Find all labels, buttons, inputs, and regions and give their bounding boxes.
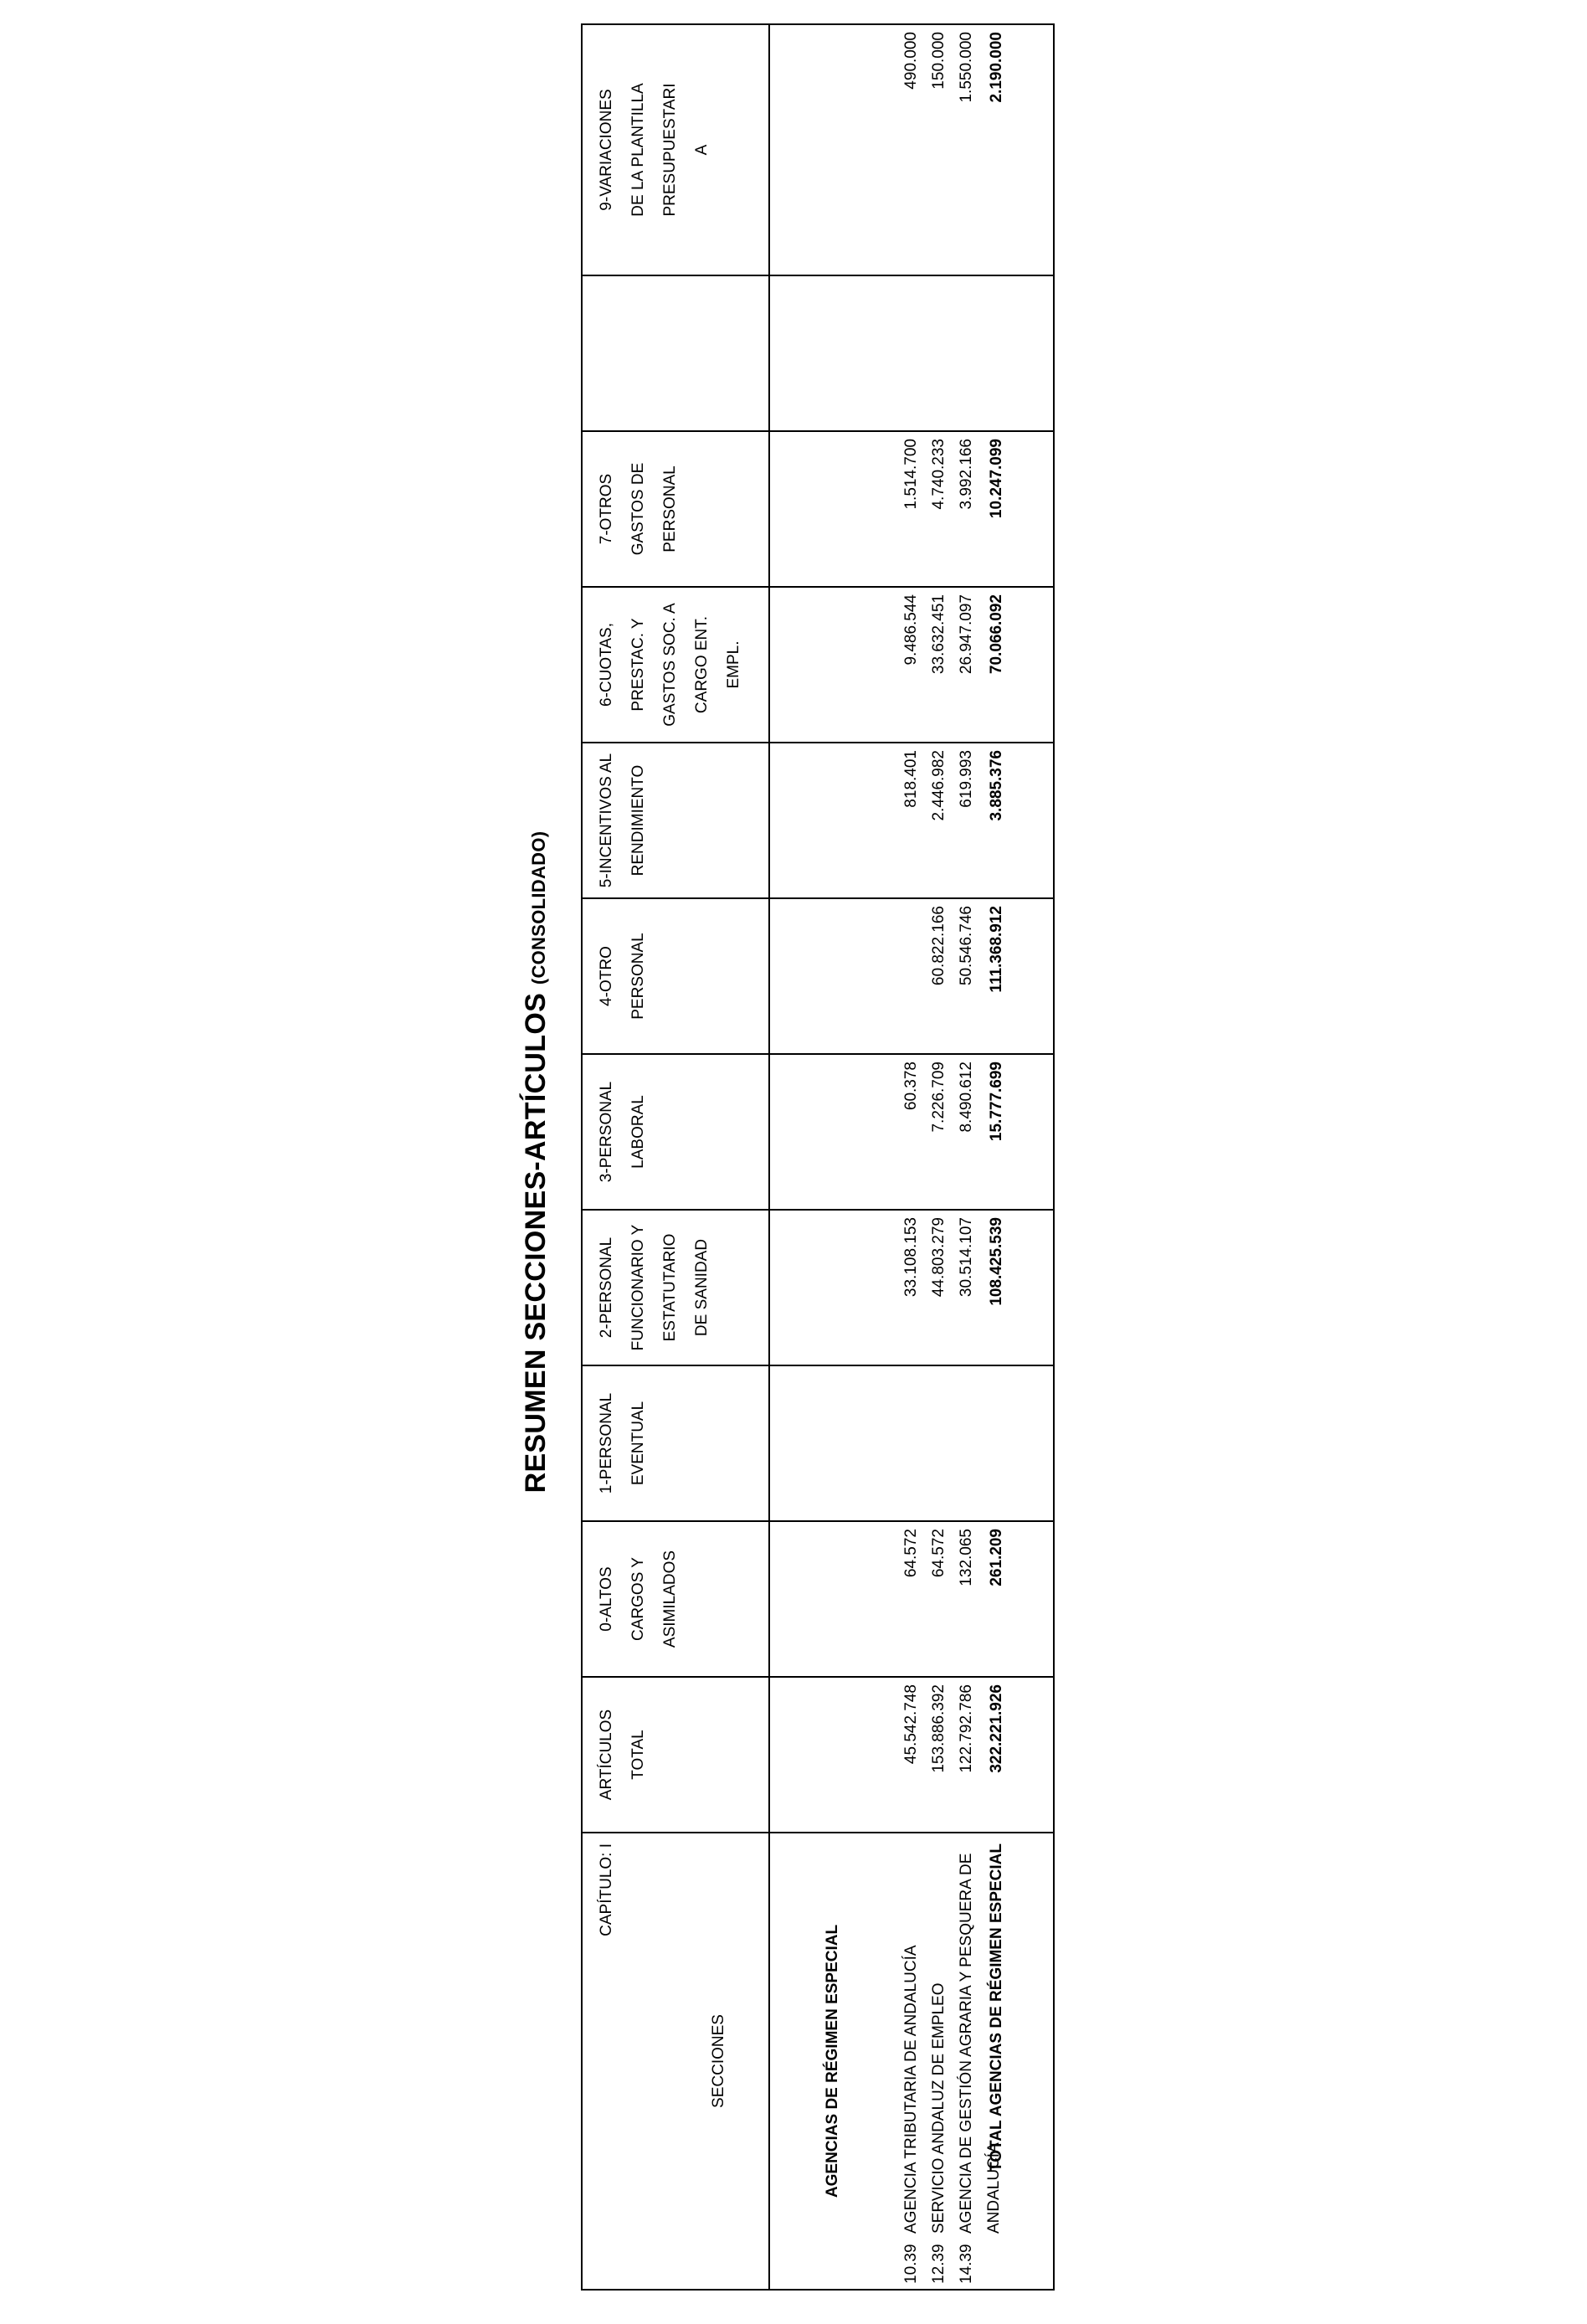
cell-value: 490.000 [902,32,920,90]
header-art9 [582,24,769,275]
value-list [897,906,980,985]
cell-value: 3.992.166 [958,439,975,510]
cell-value [953,1373,980,1377]
header-art5 [582,743,769,898]
column-header-line: FUNCIONARIO Y [629,1224,647,1351]
section-row [953,1854,980,2284]
cell-value: 60.378 [902,1062,920,1111]
cell-value: 818.401 [902,750,920,808]
title-main: RESUMEN SECCIONES-ARTÍCULOS [520,992,552,1494]
capitulo-label: CAPÍTULO: I [598,1843,615,1936]
column-header-line: 4-OTRO [598,946,615,1006]
header-art6 [582,587,769,743]
total-value: 261.209 [988,1529,1005,1586]
cell-value: 4.740.233 [930,439,948,510]
header-secciones [582,1833,769,2290]
cell-value: 150.000 [930,32,948,90]
body-row [769,24,1054,2290]
column-header-line: ASIMILADOS [661,1550,679,1648]
cell-value: 132.065 [958,1529,975,1586]
cell-value: 44.803.279 [930,1217,948,1298]
column-header-line: 6-CUOTAS, [598,623,615,707]
cell-value [925,1373,953,1377]
value-cell-art0 [769,1521,1054,1677]
cell-value [953,283,980,287]
column-header-line: 5-INCENTIVOS AL [598,753,615,888]
cell-value: 1.550.000 [958,32,975,103]
total-value: 108.425.539 [988,1217,1005,1306]
column-header-line: CARGO ENT. [693,615,711,714]
value-cell-art6 [769,587,1054,743]
cell-value [925,283,953,287]
title-subtitle: (CONSOLIDADO) [528,830,549,985]
value-list [897,1684,980,1773]
value-cell-art7 [769,431,1054,587]
column-header-line: 9-VARIACIONES [598,89,615,211]
cell-value: 26.947.097 [958,594,975,675]
column-header-line: GASTOS SOC. A [661,603,679,727]
value-cell-art3 [769,1054,1054,1210]
cell-value [897,1373,925,1377]
column-header-line: 7-OTROS [598,473,615,545]
column-header-line: TOTAL [629,1730,647,1780]
section-code: 12.39 [930,2244,948,2284]
section-name: SERVICIO ANDALUZ DE EMPLEO [930,1982,948,2234]
value-list [897,750,980,821]
column-header-line: GASTOS DE [629,462,647,556]
header-art0 [582,1521,769,1677]
cell-value: 8.490.612 [958,1062,975,1133]
total-value: 2.190.000 [988,32,1005,103]
cell-value: 1.514.700 [902,439,920,510]
column-header-line: DE LA PLANTILLA [629,83,647,217]
cell-value: 60.822.166 [930,906,948,986]
cell-value: 7.226.709 [930,1062,948,1133]
value-list [897,439,980,510]
total-value: 10.247.099 [988,439,1005,519]
column-header-line: RENDIMIENTO [629,764,647,877]
cell-value: 50.546.746 [958,906,975,986]
page-sheet [519,0,1587,2324]
column-header-line: A [693,144,711,156]
value-list [897,1062,980,1133]
secciones-label: SECCIONES [710,2014,727,2108]
cell-value: 9.486.544 [902,594,920,666]
cell-value: 619.993 [958,750,975,808]
group-total-label: TOTAL AGENCIAS DE RÉGIMEN ESPECIAL [988,1843,1005,2172]
total-value: 3.885.376 [988,750,1005,821]
value-cell-art8 [769,275,1054,431]
column-header-line: ARTÍCULOS [598,1709,615,1801]
value-cell-total [769,1677,1054,1833]
cell-value: 2.446.982 [930,750,948,821]
header-art7 [582,431,769,587]
group-title: AGENCIAS DE RÉGIMEN ESPECIAL [824,1924,841,2198]
column-header-line: CARGOS Y [629,1557,647,1641]
value-cell-art9 [769,24,1054,275]
value-list [897,1217,980,1297]
value-list [897,32,980,103]
total-value: 111.368.912 [988,906,1005,993]
cell-value: 45.542.748 [902,1684,920,1765]
column-header-line: PRESUPUESTARI [661,83,679,217]
cell-value: 64.572 [930,1529,948,1578]
section-row [897,1854,925,2284]
header-art3 [582,1054,769,1210]
value-list [897,283,980,287]
page-title [519,0,556,2324]
column-header-line: PERSONAL [661,465,679,553]
section-name: AGENCIA TRIBUTARIA DE ANDALUCÍA [902,1945,920,2234]
column-header-line: DE SANIDAD [693,1238,711,1337]
cell-value: 30.514.107 [958,1217,975,1298]
total-value: 15.777.699 [988,1062,1005,1142]
header-row [582,24,769,2290]
header-art2 [582,1210,769,1365]
cell-value: 33.632.451 [930,594,948,675]
cell-value: 153.886.392 [930,1684,948,1773]
header-art8 [582,275,769,431]
column-header-line: LABORAL [629,1095,647,1169]
header-art1 [582,1365,769,1521]
cell-value [897,283,925,287]
value-list [897,594,980,674]
column-header-line: EMPL. [725,640,742,689]
section-name-continued: ANDALUCÍA [985,2142,1003,2234]
value-cell-art4 [769,898,1054,1054]
cell-value: 122.792.786 [958,1684,975,1773]
value-cell-art2 [769,1210,1054,1365]
sections-cell [769,1833,1054,2290]
total-value: 70.066.092 [988,594,1005,675]
column-header-line: PRESTAC. Y [629,618,647,712]
section-row [925,1854,953,2284]
total-value: 322.221.926 [988,1684,1005,1773]
value-cell-art1 [769,1365,1054,1521]
column-header-line: ESTATUTARIO [661,1233,679,1342]
header-total [582,1677,769,1833]
value-list [897,1529,980,1586]
section-code: 10.39 [902,2244,920,2284]
value-cell-art5 [769,743,1054,898]
cell-value: 33.108.153 [902,1217,920,1298]
cell-value [897,906,925,985]
column-header-line: EVENTUAL [629,1401,647,1486]
column-header-line: 1-PERSONAL [598,1392,615,1494]
value-list [897,1373,980,1377]
header-art4 [582,898,769,1054]
section-code: 14.39 [958,2244,975,2284]
section-name: AGENCIA DE GESTIÓN AGRARIA Y PESQUERA DE [958,1853,975,2234]
column-header-line: 3-PERSONAL [598,1081,615,1183]
column-header-line: 2-PERSONAL [598,1237,615,1339]
column-header-line: PERSONAL [629,933,647,1020]
summary-table [581,23,1055,2291]
cell-value: 64.572 [902,1529,920,1578]
column-header-line: 0-ALTOS [598,1566,615,1632]
